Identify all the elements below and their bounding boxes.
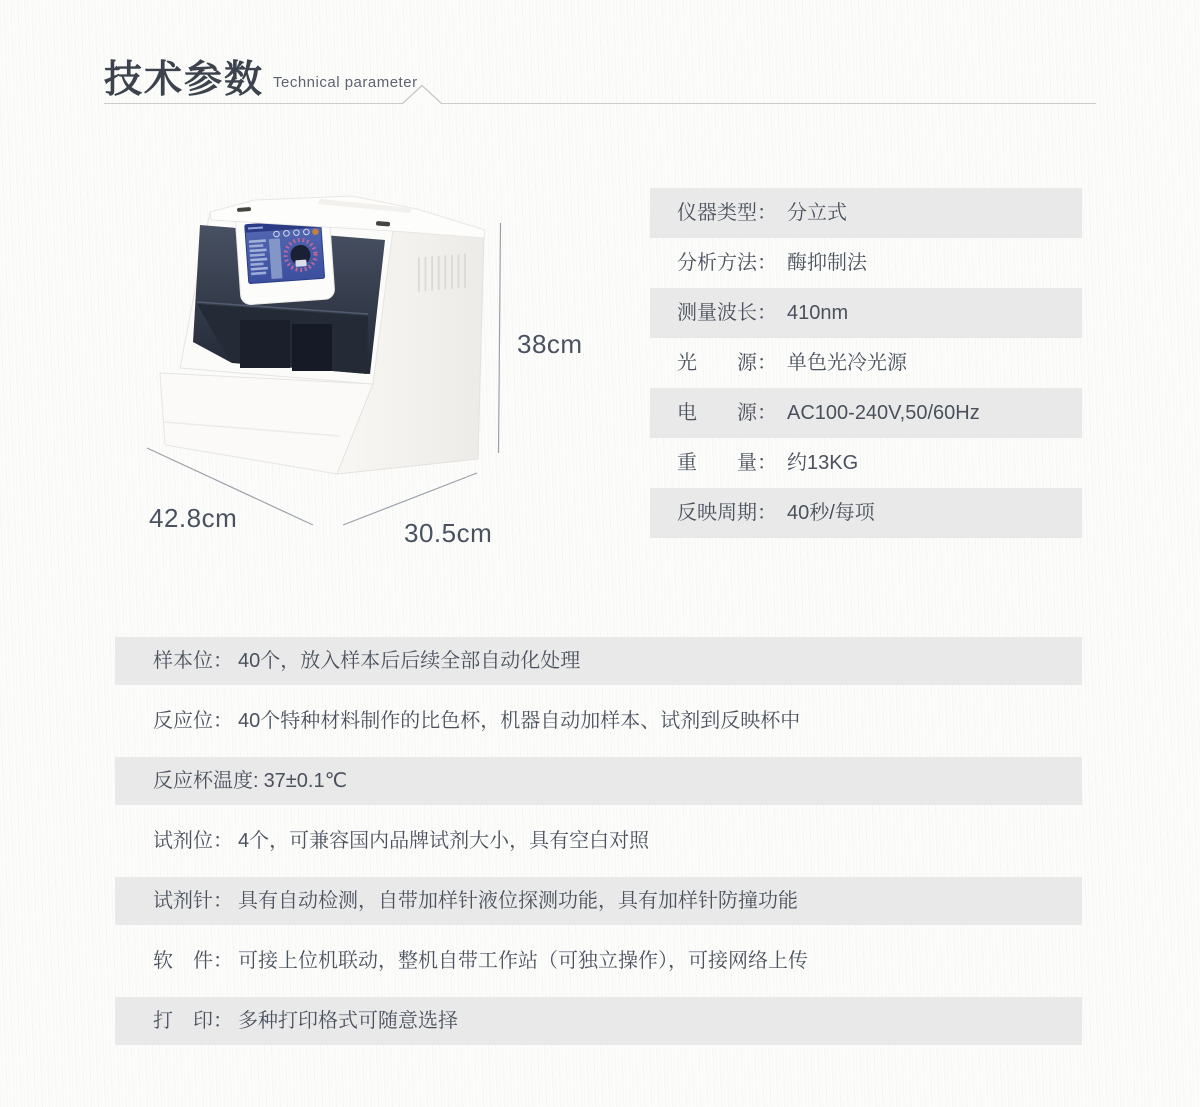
feature-value: 多种打印格式可随意选择 (238, 1010, 458, 1032)
feature-value: 40个，放入样本后后续全部自动化处理 (238, 650, 581, 672)
spec-value: 酶抑制法 (787, 252, 867, 274)
feature-row-reagent-needle (115, 877, 1082, 925)
feature-row-reaction-positions (115, 697, 1082, 745)
feature-value: 具有自动检测，自带加样针液位探测功能，具有加样针防撞功能 (238, 890, 798, 912)
feature-row-printing (115, 997, 1082, 1045)
feature-row-reagent-positions (115, 817, 1082, 865)
spec-row-power-supply (650, 388, 1082, 438)
spec-value: 分立式 (787, 202, 847, 224)
spec-label: 光 源： (677, 352, 777, 374)
feature-label: 打 印： (153, 1010, 233, 1032)
spec-row-reaction-cycle (650, 488, 1082, 538)
feature-label: 反应位： (153, 710, 233, 732)
spec-table (650, 188, 1082, 538)
spec-value: 单色光冷光源 (787, 352, 907, 374)
spec-row-instrument-type (650, 188, 1082, 238)
feature-label: 样本位： (153, 650, 233, 672)
feature-row-software (115, 937, 1082, 985)
page-subtitle: Technical parameter (273, 74, 418, 91)
page-title: 技术参数 (104, 59, 265, 101)
dimension-width-label: 42.8cm (149, 503, 238, 533)
spec-label: 测量波长： (677, 302, 777, 324)
feature-label: 软 件： (153, 950, 233, 972)
feature-value: 4个，可兼容国内品牌试剂大小，具有空白对照 (238, 830, 650, 852)
dimension-line-height (499, 223, 501, 453)
spec-value: 约13KG (787, 452, 859, 474)
dimension-depth-label: 30.5cm (404, 518, 493, 548)
feature-list (115, 637, 1082, 1057)
feature-row-cuvette-temperature (115, 757, 1082, 805)
spec-value: 410nm (787, 302, 849, 324)
spec-label: 分析方法： (677, 252, 777, 274)
spec-row-analysis-method (650, 238, 1082, 288)
spec-label: 仪器类型： (677, 202, 777, 224)
header-rule (104, 103, 1096, 104)
feature-label: 反应杯温度: (153, 770, 259, 792)
spec-label: 反映周期： (677, 502, 777, 524)
spec-row-light-source (650, 338, 1082, 388)
spec-value: 40秒/每项 (787, 502, 875, 524)
feature-row-sample-positions (115, 637, 1082, 685)
spec-row-weight (650, 438, 1082, 488)
dimension-height-label: 38cm (517, 329, 583, 359)
header-rule-chevron-icon (401, 84, 443, 105)
device-base (160, 373, 373, 474)
spec-label: 重 量： (677, 452, 777, 474)
spec-row-wavelength (650, 288, 1082, 338)
feature-value: 40个特种材料制作的比色杯，机器自动加样本、试剂到反映杯中 (238, 710, 801, 732)
feature-label: 试剂位： (153, 830, 233, 852)
feature-value: 可接上位机联动，整机自带工作站（可独立操作），可接网络上传 (238, 950, 808, 972)
feature-label: 试剂针： (153, 890, 233, 912)
feature-value: 37±0.1℃ (263, 770, 348, 792)
spec-value: AC100-240V,50/60Hz (787, 402, 980, 424)
spec-label: 电 源： (677, 402, 777, 424)
